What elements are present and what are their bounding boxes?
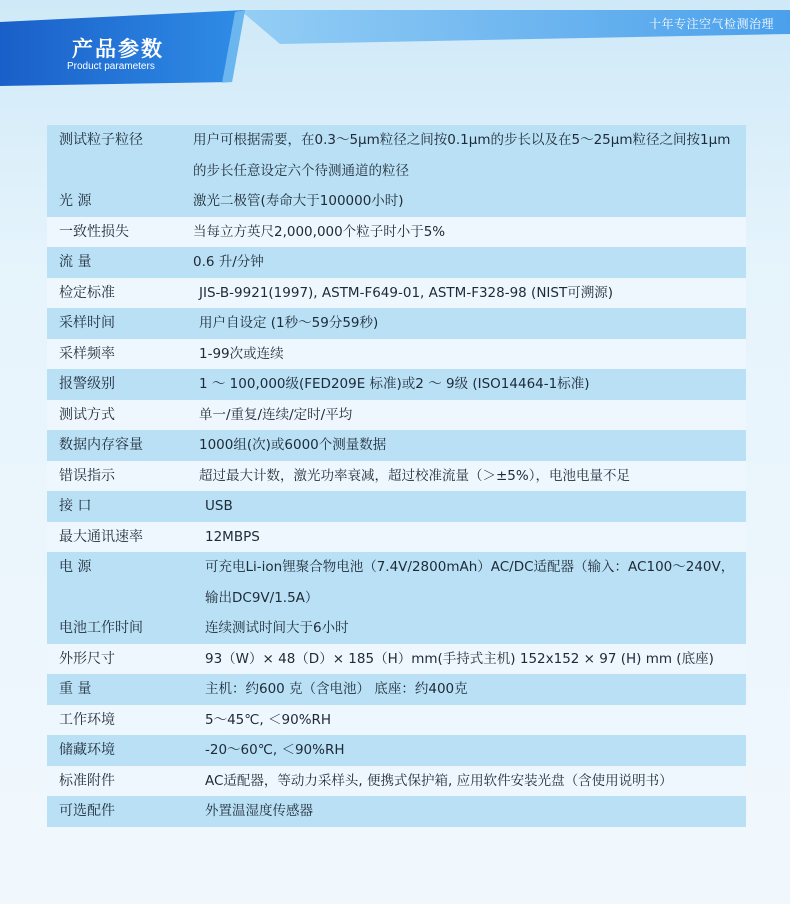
spec-table [47,125,746,827]
spec-value: 主机：约600 克（含电池） 底座：约400克 [205,681,468,697]
spec-value: 1-99次或连续 [199,345,284,362]
spec-label: 采样时间 [59,315,115,331]
spec-value: 12MBPS [205,528,260,545]
spec-value: 1 ～ 100,000级(FED209E 标准)或2 ～ 9级 (ISO14464-1标准) [199,376,590,392]
spec-row [47,430,746,461]
spec-label: 可选配件 [59,803,115,819]
spec-label: 测试方式 [59,406,115,423]
spec-row [47,491,746,522]
spec-label: 接 口 [59,498,92,514]
spec-row [47,644,746,675]
spec-row [47,705,746,736]
spec-label: 外形尺寸 [59,650,115,667]
spec-value: USB [205,498,233,514]
spec-value: 外置温湿度传感器 [205,803,313,819]
spec-value: 激光二极管(寿命大于100000小时) [193,193,404,209]
spec-value: 当每立方英尺2,000,000个粒子时小于5% [193,223,446,240]
spec-label: 电 源 [59,559,92,575]
spec-label: 报警级别 [59,376,115,392]
spec-value: AC适配器，等动力采样头, 便携式保护箱, 应用软件安装光盘（含使用说明书） [205,772,673,789]
spec-value: 1000组(次)或6000个测量数据 [199,437,387,453]
spec-label: 储藏环境 [59,742,115,758]
spec-label: 工作环境 [59,711,115,728]
spec-label: 电池工作时间 [59,620,143,636]
header-banner [0,0,790,100]
spec-label: 检定标准 [59,284,115,301]
spec-label: 标准附件 [59,772,115,789]
spec-row [47,278,746,309]
spec-row [47,613,746,644]
spec-label: 数据内存容量 [59,437,143,453]
spec-value: 用户自设定 (1秒～59分59秒) [199,315,379,331]
spec-label: 最大通讯速率 [59,528,143,545]
spec-value: 用户可根据需要，在0.3～5μm粒径之间按0.1μm的步长以及在5～25μm粒径之间按1μm的步长任意设定六个待测通道的粒径 [193,132,731,179]
spec-value: 可充电Li-ion锂聚合物电池（7.4V/2800mAh）AC/DC适配器（输入：AC100～240V，输出DC9V/1.5A） [205,559,735,606]
spec-row [47,369,746,400]
spec-row [47,125,746,186]
spec-label: 光 源 [59,193,92,209]
spec-row [47,400,746,431]
spec-row [47,339,746,370]
spec-row [47,796,746,827]
spec-value: 超过最大计数，激光功率衰减，超过校准流量（＞±5%），电池电量不足 [199,467,630,484]
spec-label: 采样频率 [59,345,115,362]
spec-row [47,461,746,492]
brand-slogan: 十年专注空气检测治理 [648,17,774,31]
section-title: 产品参数 [72,37,164,61]
spec-value: JIS-B-9921(1997), ASTM-F649-01, ASTM-F328-98 (NIST可溯源) [199,284,613,301]
spec-row [47,308,746,339]
spec-row [47,766,746,797]
spec-value: -20～60℃, ＜90%RH [205,742,345,758]
spec-row [47,674,746,705]
spec-row [47,186,746,217]
spec-row [47,522,746,553]
spec-value: 单一/重复/连续/定时/平均 [199,406,353,423]
spec-value: 0.6 升/分钟 [193,254,264,270]
spec-row [47,735,746,766]
spec-value: 5～45℃, ＜90%RH [205,711,332,728]
spec-label: 错误指示 [59,467,115,484]
spec-label: 测试粒子粒径 [59,132,143,148]
spec-value: 连续测试时间大于6小时 [205,620,349,636]
spec-label: 重 量 [59,681,92,697]
section-subtitle: Product parameters [67,61,155,72]
spec-label: 一致性损失 [59,223,129,240]
spec-row [47,552,746,613]
spec-row [47,247,746,278]
spec-label: 流 量 [59,254,92,270]
spec-row [47,217,746,248]
spec-value: 93（W）× 48（D）× 185（H）mm(手持式主机) 152x152 × 97 (H) mm (底座) [205,650,714,667]
